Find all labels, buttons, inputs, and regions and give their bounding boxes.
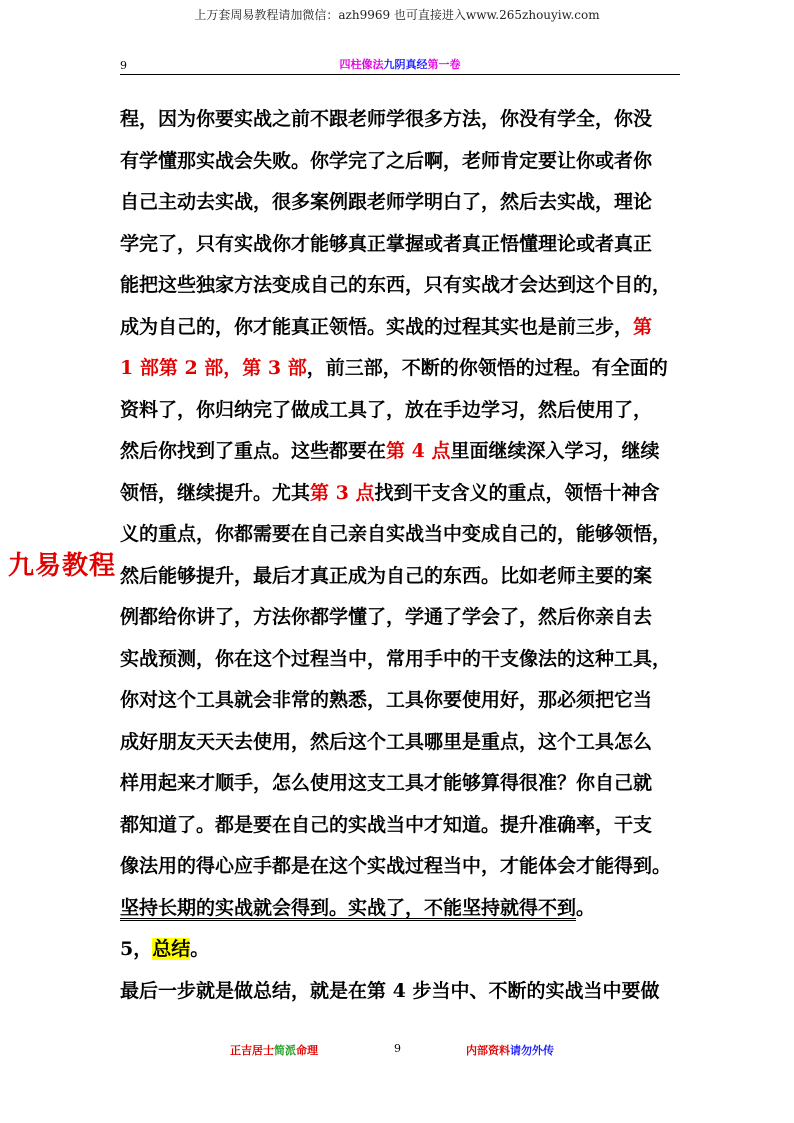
top-banner: 上万套周易教程请加微信：azh9969 也可直接进入www.265zhouyiw.com — [194, 8, 600, 22]
header-title — [120, 56, 680, 72]
watermark: 九易教程 — [8, 551, 117, 581]
text-line: 像法用的得心应手都是在这个实战过程当中，才能体会才能得到。 — [120, 855, 672, 877]
footer-left-part3: 命理 — [296, 1044, 318, 1057]
underlined-text: 坚持长期的实战就会得到。实战了，不能坚持就得不到 — [120, 896, 577, 919]
document-body — [120, 99, 680, 1012]
text-span: 成为自己的，你才能真正领悟。实战的过程其实也是前三步， — [120, 315, 634, 338]
text-line: 学完了，只有实战你才能够真正掌握或者真正悟懂理论或者真正 — [120, 232, 653, 255]
highlighted-text: 第 3 点 — [310, 481, 375, 504]
section-title: 总结 — [152, 938, 191, 960]
text-line — [120, 348, 680, 390]
footer-right-part1: 内部资料 — [466, 1044, 510, 1057]
text-line — [120, 473, 680, 515]
text-line: 然后能够提升，最后才真正成为自己的东西。比如老师主要的案 — [120, 564, 653, 587]
text-span: 然后你找到了重点。这些都要在 — [120, 440, 387, 462]
text-line — [120, 888, 680, 930]
text-span: 领悟，继续提升。尤其 — [120, 481, 311, 504]
text-line: 例都给你讲了，方法你都学懂了，学通了学会了，然后你亲自去 — [120, 606, 653, 628]
text-line — [120, 307, 680, 349]
text-span: 。 — [576, 896, 596, 919]
footer-right — [466, 1042, 554, 1058]
footer-page-number: 9 — [394, 1042, 401, 1055]
header-title-part2: 九阴真经 — [383, 58, 428, 71]
text-span: 找到干支含义的重点，领悟十神含 — [374, 481, 660, 504]
text-line — [120, 431, 680, 473]
footer-right-part2: 请勿外传 — [510, 1044, 554, 1057]
text-line: 成好朋友天天去使用，然后这个工具哪里是重点，这个工具怎么 — [120, 730, 653, 753]
text-line: 义的重点，你都需要在自己亲自实战当中变成自己的，能够领悟， — [120, 523, 672, 545]
highlighted-text: 第 — [633, 315, 653, 338]
footer-left-part2: 简派 — [274, 1044, 296, 1057]
highlighted-text: 1 部第 2 部，第 3 部 — [120, 357, 307, 379]
text-line: 最后一步就是做总结，就是在第 4 步当中、不断的实战当中要做 — [120, 979, 660, 1002]
text-span: 。 — [190, 938, 210, 960]
header-title-part3: 第一卷 — [427, 58, 461, 71]
text-line: 程，因为你要实战之前不跟老师学很多方法，你没有学全，你没 — [120, 108, 653, 130]
text-line: 实战预测，你在这个过程当中，常用手中的干支像法的这种工具， — [120, 647, 672, 670]
highlighted-text: 第 4 点 — [386, 440, 451, 462]
section-number: 5， — [120, 938, 153, 960]
header-page-number: 9 — [120, 59, 127, 72]
footer-left-part1: 正吉居士 — [230, 1044, 274, 1057]
text-line: 样用起来才顺手，怎么使用这支工具才能够算得很准？你自己就 — [120, 772, 653, 794]
text-line: 你对这个工具就会非常的熟悉，工具你要使用好，那必须把它当 — [120, 689, 653, 711]
text-line: 资料了，你归纳完了做成工具了，放在手边学习，然后使用了， — [120, 398, 653, 421]
text-span: 里面继续深入学习，继续 — [450, 440, 660, 462]
text-line: 有学懂那实战会失败。你学完了之后啊，老师肯定要让你或者你 — [120, 149, 653, 172]
text-line: 都知道了。都是要在自己的实战当中才知道。提升准确率，干支 — [120, 813, 653, 836]
text-line: 能把这些独家方法变成自己的东西，只有实战才会达到这个目的， — [120, 274, 672, 296]
text-span: ，前三部，不断的你领悟的过程。有全面的 — [306, 357, 668, 379]
footer-left — [230, 1042, 318, 1058]
section-heading — [120, 929, 680, 971]
text-line: 自己主动去实战，很多案例跟老师学明白了，然后去实战，理论 — [120, 191, 653, 213]
page-header — [120, 58, 680, 75]
header-title-part1: 四柱像法 — [339, 58, 384, 71]
